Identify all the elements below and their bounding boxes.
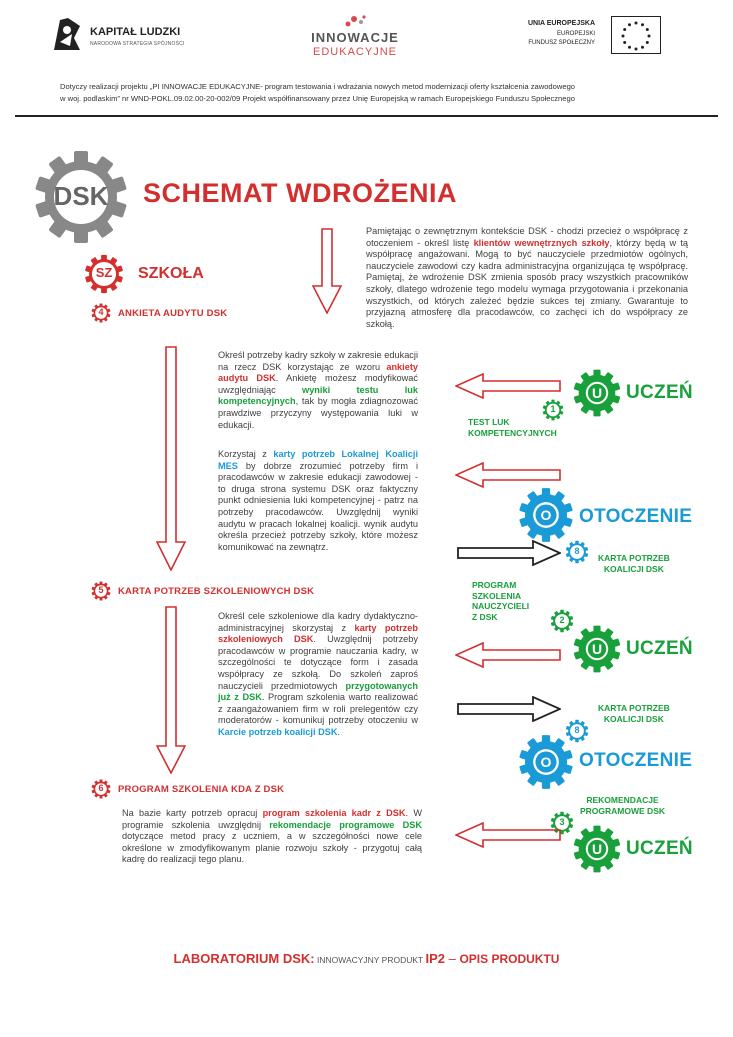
program-line4: Z DSK: [472, 611, 498, 622]
program-line2: SZKOLENIA: [472, 590, 522, 601]
eu-logo: [505, 16, 660, 56]
right-arrow-1: [457, 540, 561, 566]
left-arrow-1: [455, 373, 561, 399]
block-2-highlight: karty potrzeb Lokalnej Koalicji MES: [218, 449, 418, 471]
block-3-highlight-3: Karcie potrzeb koalicji DSK: [218, 726, 338, 737]
rekomendacje-label: [580, 795, 665, 816]
kl-title: KAPITAŁ LUDZKI: [90, 26, 181, 38]
step-5-number: 5: [98, 585, 104, 595]
otoczenie-label-2: OTOCZENIE: [579, 750, 693, 771]
otoczenie-letter-1: O: [540, 507, 552, 523]
block-2-text-b: by dobrze zrozumieć potrzeby firm i pracodawców w zakresie edukacji zawodowej - to druga strona systemu DSK oraz faktyczny punkt odniesienia luki kompetencyjnej - patrz na potrzeby pracodawców. Uwzględnij wyniki audytu w pracach lokalnej koalicji. wynik audytu określa przecież potrzeby szkoły, które możesz komunikować na zewnątrz.: [218, 460, 418, 552]
intro-paragraph: [366, 226, 688, 330]
uczen-label-1: UCZEŃ: [626, 382, 693, 403]
karta-koalicji-1-line2: KOALICJI DSK: [603, 563, 664, 574]
innowacje-dots-icon: [342, 14, 368, 28]
karta-koalicji-2-line2: KOALICJI DSK: [603, 713, 664, 724]
karta-koalicji-label-1: [598, 553, 670, 574]
block-3-highlight-1: karty potrzeb szkoleniowych DSK: [218, 622, 418, 645]
uczen-letter-2: U: [591, 641, 603, 657]
intro-highlight: klientów wewnętrznych szkoły: [473, 237, 610, 248]
block-3-text-a: Określ cele szkoleniowe dla kadry dydaktyczno-administracyjnej skorzystaj z: [218, 611, 418, 633]
block-2-text-a: Korzystaj z: [218, 449, 274, 459]
step-4-title: ANKIETA AUDYTU DSK: [118, 308, 228, 319]
gear-1-number: 1: [550, 404, 556, 414]
program-line1: PROGRAM: [472, 580, 517, 590]
step-6-title: PROGRAM SZKOLENIA KDA Z DSK: [118, 784, 285, 795]
block-1-highlight-1: ankiety audytu DSK: [218, 361, 418, 384]
step-5-title: KARTA POTRZEB SZKOLENIOWYCH DSK: [118, 586, 315, 597]
eu-flag-icon: [611, 16, 661, 54]
footer-opis: OPIS PRODUKTU: [459, 952, 560, 966]
otoczenie-label-1: OTOCZENIE: [579, 506, 693, 527]
kl-subtitle: NARODOWA STRATEGIA SPÓJNOŚCI: [90, 41, 185, 47]
gear-2-number: 2: [559, 615, 565, 625]
block-4-text-a: Na bazie karty potrzeb opracuj: [122, 808, 263, 818]
eu-line2: EUROPEJSKI: [556, 31, 595, 37]
down-arrow-title: [312, 228, 342, 314]
block-1-paragraph: [218, 350, 418, 431]
block-3-text-b: . Uwzględnij potrzeby pracodawców w programie nauczania kadry, w szczególności te dotyczące form i zasada współpracy ze szkołą. Do szkoleń zaproś nauczycieli przedmiotowych: [218, 634, 418, 691]
block-1-highlight-2: wyniki testu luk kompetencyjnych: [218, 384, 418, 407]
block-4-text-c: dotyczące metod pracy z uczniem, a w szczegółności nowe cele określone w zmodyfikowanym planie rozwoju szkoły - przygotuj całą kadrę do realizacji tego planu.: [122, 831, 422, 865]
gear-3-number: 3: [559, 817, 565, 827]
eu-line3: FUNDUSZ SPOŁECZNY: [528, 40, 595, 46]
block-3-text-d: .: [337, 726, 341, 737]
block-4-text-b: . W programie szkolenia uwzględnij: [122, 808, 422, 830]
block-3-highlight-2: przygotowanych już z DSK: [218, 680, 418, 703]
project-note-1: Dotyczy realizacji projektu „PI INNOWACJE EDUKACYJNE- program testowania i wdrażania nowych metod modernizacji oferty kształcenia zawodowego: [60, 82, 576, 91]
program-szkolenia-label: [472, 580, 529, 622]
footer-dash: –: [444, 951, 460, 966]
inno-line2: EDUKACYJNE: [313, 46, 397, 58]
footer-line: [0, 950, 733, 968]
block-4-highlight-2: rekomendacje programowe DSK: [269, 819, 422, 830]
project-note-2: w woj. podlaskim” nr WND-POKL.09.02.00-20-002/09 Projekt współfinansowany przez Unię Europejską w ramach Europejskiego Funduszu Społecznego: [60, 94, 575, 103]
footer-innowacyjny: INNOWACYJNY PRODUKT: [314, 955, 426, 965]
intro-text-b: , którzy będą w tą współpracę angażowani. Mogą to być nauczyciele przedmiotów ogólnych, nauczyciele zawodowi czy kadra administracyjna organizująca tę współpracę. Pamiętaj, że wdrożenie DSK zmienia sposób pracy wszystkich pracowników szkoły, dlatego wdrożenie tego modelu wymaga przygotowania i przekonania wszystkich, od których zależeć będzie sukces tej zmiany. Gwarantuje to przyjazną atmosferę dla pracodawców, co zachęci ich do współpracy ze szkołą.: [366, 237, 688, 329]
rekomendacje-line1: REKOMENDACJE: [586, 795, 659, 805]
test-luk-line1: TEST LUK: [468, 417, 510, 427]
program-line3: NAUCZYCIELI: [472, 601, 530, 611]
gear-8-number-1: 8: [574, 546, 580, 556]
block-2-paragraph: [218, 449, 418, 553]
left-arrow-4: [455, 822, 561, 848]
down-arrow-step5: [156, 606, 186, 774]
test-luk-label: [468, 417, 557, 438]
footer-lab: LABORATORIUM DSK:: [173, 951, 315, 966]
right-arrow-2: [457, 696, 561, 722]
school-label: SZKOŁA: [138, 265, 204, 282]
gear-8-number-2: 8: [574, 725, 580, 735]
rekomendacje-line2: PROGRAMOWE DSK: [580, 805, 665, 816]
uczen-label-2: UCZEŃ: [626, 638, 693, 659]
left-arrow-3: [455, 642, 561, 668]
block-1-text-a: Określ potrzeby kadry szkoły w zakresie edukacji na rzecz DSK korzystając ze wzoru: [218, 350, 418, 372]
kapital-ludzki-logo: [50, 16, 250, 56]
eu-line1: UNIA EUROPEJSKA: [527, 20, 595, 27]
karta-koalicji-label-2: [598, 703, 670, 724]
step-4-number: 4: [98, 307, 104, 317]
test-luk-line2: KOMPETENCYJNYCH: [468, 427, 557, 438]
block-4-paragraph: [122, 808, 422, 866]
uczen-label-3: UCZEŃ: [626, 838, 693, 859]
uczen-letter-3: U: [591, 841, 603, 857]
block-4-highlight-1: program szkolenia kadr z DSK: [262, 808, 406, 818]
down-arrow-step4: [156, 346, 186, 571]
karta-koalicji-1-line1: KARTA POTRZEB: [598, 553, 670, 563]
dsk-label: DSK: [53, 181, 109, 211]
inno-line1: INNOWACJE: [311, 30, 399, 45]
intro-text-a: Pamiętając o zewnętrznym kontekście DSK - chodzi przecież o współpracę z otoczeniem - określ listę: [366, 226, 688, 248]
otoczenie-letter-2: O: [540, 754, 552, 770]
block-1-text-c: , tak by mogła zdiagnozować prawdziwe przyczyny występowania luki w edukacji.: [218, 396, 418, 430]
block-1-text-b: . Ankietę możesz modyfikować uwzględniając: [218, 373, 418, 395]
header-divider: [15, 115, 718, 117]
page-title: SCHEMAT WDROŻENIA: [143, 178, 457, 208]
block-3-paragraph: [218, 611, 418, 739]
uczen-letter-1: U: [591, 385, 603, 401]
karta-koalicji-2-line1: KARTA POTRZEB: [598, 703, 670, 713]
innowacje-logo: [300, 14, 410, 60]
kapital-ludzki-icon: [50, 16, 84, 52]
step-6-number: 6: [98, 783, 104, 793]
footer-ip2: IP2: [425, 951, 445, 966]
block-3-text-c: . Program szkolenia warto realizować z zaangażowaniem firm w roli prelegentów czy moderatorów - komunikuj potrzeby otoczeniu w: [218, 692, 419, 726]
sz-badge: SZ: [95, 265, 113, 280]
